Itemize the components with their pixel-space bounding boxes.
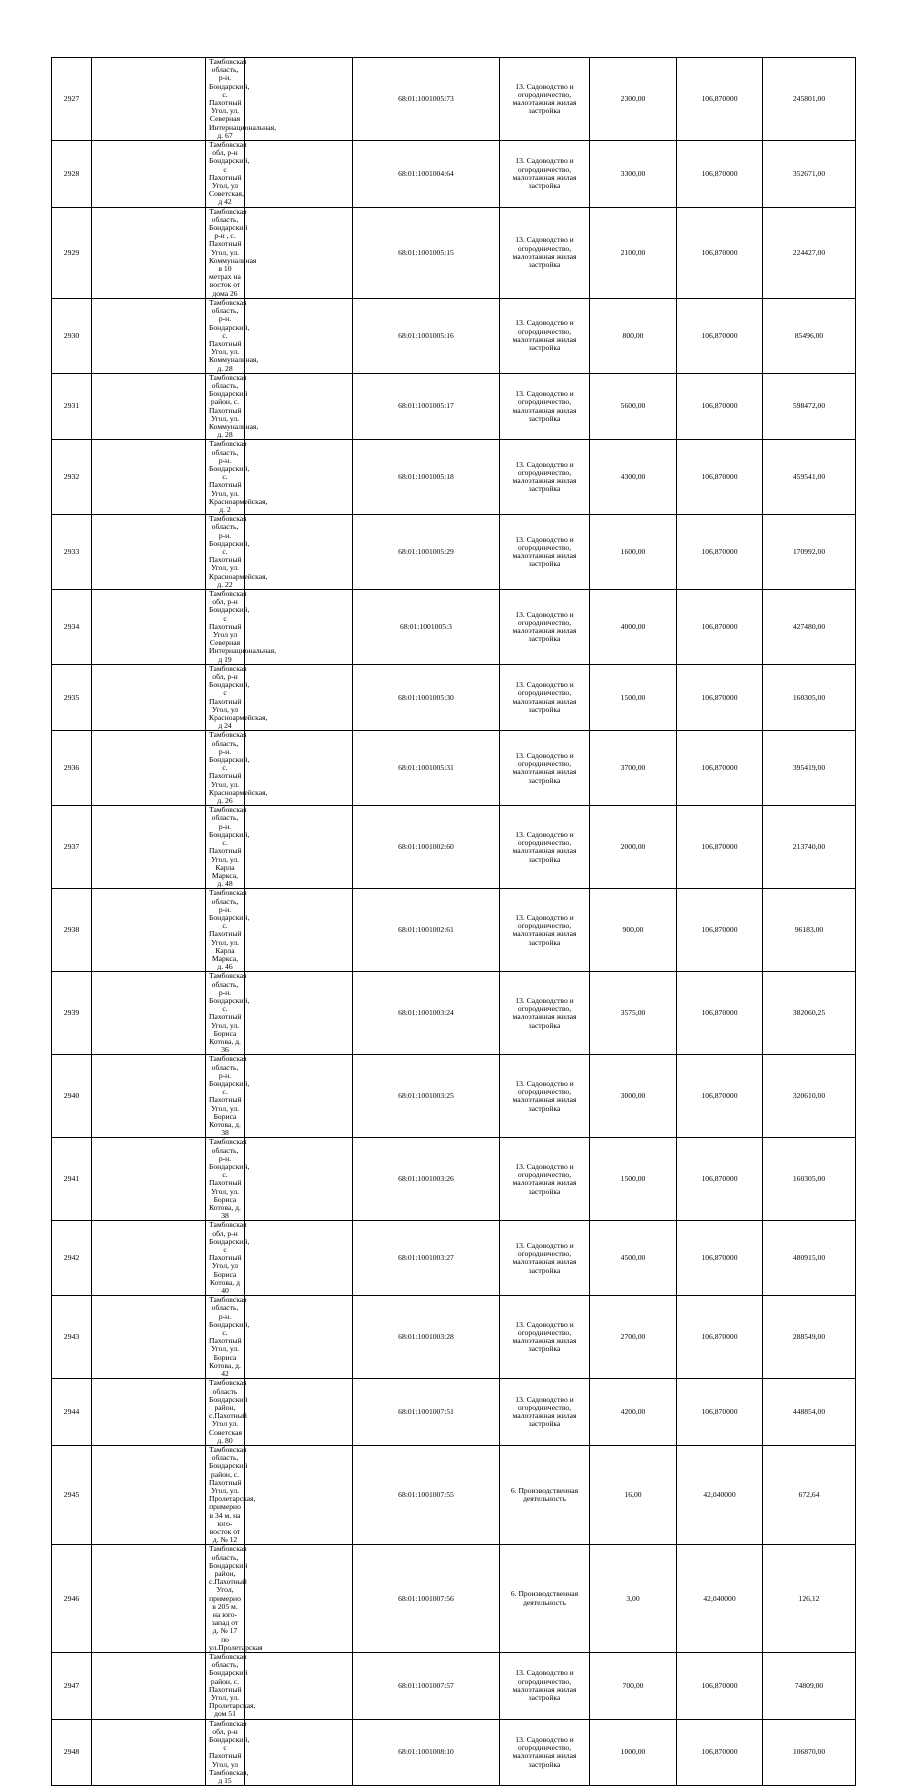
rate-cell: 106,870000 <box>677 664 763 731</box>
row-number: 2938 <box>52 889 92 972</box>
table-row <box>52 1296 856 1379</box>
address-cell: Тамбовская область, р-н. Бондарский, с. Пахотный Угол, ул. Красноармейская, д. 2 <box>206 440 245 515</box>
empty-cell <box>92 515 206 590</box>
address-cell: Тамбовская область, р-н. Бондарский, с. Пахотный Угол, ул. Карла Маркса, д. 46 <box>206 889 245 972</box>
area-cell: 4200,00 <box>590 1379 677 1446</box>
land-use-cell: 13. Садоводство и огородничество, малоэтажная жилая застройка <box>500 298 590 373</box>
address-cell: Тамбовская обл, р-н Бондарский, с Пахотный Угол, ул Бориса Котова, д 40 <box>206 1221 245 1296</box>
empty-cell <box>245 889 353 972</box>
row-number: 2935 <box>52 664 92 731</box>
area-cell: 4500,00 <box>590 1221 677 1296</box>
cadastral-value-cell: 480915,00 <box>763 1221 856 1296</box>
address-cell: Тамбовская обл, р-н Бондарский, с Пахотный Угол, ул Советская, д 42 <box>206 141 245 208</box>
cadastral-number-cell: 68:01:1001007:51 <box>353 1379 500 1446</box>
area-cell: 2100,00 <box>590 207 677 298</box>
cadastral-value-cell: 382060,25 <box>763 972 856 1055</box>
land-use-cell: 13. Садоводство и огородничество, малоэтажная жилая застройка <box>500 1379 590 1446</box>
table-row <box>52 1545 856 1653</box>
area-cell: 2000,00 <box>590 806 677 889</box>
empty-cell <box>92 298 206 373</box>
land-use-cell: 13. Садоводство и огородничество, малоэтажная жилая застройка <box>500 731 590 806</box>
address-cell: Тамбовская область, р-н. Бондарский, с. Пахотный Угол, ул. Карла Маркса, д. 48 <box>206 806 245 889</box>
rate-cell: 42,040000 <box>677 1445 763 1544</box>
address-cell: Тамбовская область, р-н. Бондарский, с. Пахотный Угол, ул. Бориса Котова, д. 38 <box>206 1138 245 1221</box>
land-use-cell: 13. Садоводство и огородничество, малоэтажная жилая застройка <box>500 1055 590 1138</box>
area-cell: 2300,00 <box>590 58 677 141</box>
cadastral-value-cell: 224427,00 <box>763 207 856 298</box>
cadastral-number-cell: 68:01:1001003:28 <box>353 1296 500 1379</box>
empty-cell <box>245 1296 353 1379</box>
empty-cell <box>92 1719 206 1786</box>
empty-cell <box>92 664 206 731</box>
empty-cell <box>92 731 206 806</box>
rate-cell: 106,870000 <box>677 1379 763 1446</box>
empty-cell <box>92 141 206 208</box>
rate-cell: 106,870000 <box>677 515 763 590</box>
address-cell: Тамбовская область, Бондарский район, с.Пахотный Угол, примерно в 205 м. на юго-запад от д. № 17 по ул.Пролетарская <box>206 1545 245 1653</box>
empty-cell <box>92 806 206 889</box>
cadastral-value-cell: 106870,00 <box>763 1719 856 1786</box>
address-cell: Тамбовская область, Бондарский район, с. Пахотный Угол, ул. Пролетарская, примерно в 34 м. на юго-восток от д. № 12 <box>206 1445 245 1544</box>
area-cell: 4000,00 <box>590 590 677 665</box>
cadastral-value-cell: 213740,00 <box>763 806 856 889</box>
area-cell: 3,00 <box>590 1545 677 1653</box>
area-cell: 900,00 <box>590 889 677 972</box>
row-number: 2931 <box>52 373 92 440</box>
empty-cell <box>245 1138 353 1221</box>
table-row <box>52 58 856 141</box>
table-row <box>52 440 856 515</box>
row-number: 2942 <box>52 1221 92 1296</box>
cadastral-value-cell: 320610,00 <box>763 1055 856 1138</box>
rate-cell: 106,870000 <box>677 1055 763 1138</box>
table-row <box>52 590 856 665</box>
rate-cell: 106,870000 <box>677 58 763 141</box>
land-use-cell: 13. Садоводство и огородничество, малоэтажная жилая застройка <box>500 515 590 590</box>
row-number: 2930 <box>52 298 92 373</box>
table-row <box>52 207 856 298</box>
land-use-cell: 13. Садоводство и огородничество, малоэтажная жилая застройка <box>500 58 590 141</box>
row-number: 2944 <box>52 1379 92 1446</box>
cadastral-number-cell: 68:01:1001007:57 <box>353 1653 500 1720</box>
rate-cell: 106,870000 <box>677 207 763 298</box>
cadastral-value-cell: 448854,00 <box>763 1379 856 1446</box>
area-cell: 4300,00 <box>590 440 677 515</box>
empty-cell <box>92 1445 206 1544</box>
table-row <box>52 1379 856 1446</box>
empty-cell <box>92 1055 206 1138</box>
cadastral-number-cell: 68:01:1001003:26 <box>353 1138 500 1221</box>
land-use-cell: 13. Садоводство и огородничество, малоэтажная жилая застройка <box>500 1719 590 1786</box>
land-use-cell: 13. Садоводство и огородничество, малоэтажная жилая застройка <box>500 972 590 1055</box>
cadastral-value-cell: 245801,00 <box>763 58 856 141</box>
empty-cell <box>245 972 353 1055</box>
row-number: 2928 <box>52 141 92 208</box>
cadastral-value-cell: 126,12 <box>763 1545 856 1653</box>
empty-cell <box>245 1055 353 1138</box>
row-number: 2940 <box>52 1055 92 1138</box>
empty-cell <box>92 1545 206 1653</box>
cadastral-value-table <box>51 57 856 1786</box>
empty-cell <box>245 373 353 440</box>
row-number: 2939 <box>52 972 92 1055</box>
cadastral-number-cell: 68:01:1001003:27 <box>353 1221 500 1296</box>
table-row <box>52 1055 856 1138</box>
cadastral-number-cell: 68:01:1001005:30 <box>353 664 500 731</box>
table-row <box>52 1221 856 1296</box>
empty-cell <box>245 1653 353 1720</box>
cadastral-value-cell: 672,64 <box>763 1445 856 1544</box>
rate-cell: 42,040000 <box>677 1545 763 1653</box>
empty-cell <box>92 207 206 298</box>
land-use-cell: 6. Производственная деятельность <box>500 1545 590 1653</box>
table-row <box>52 889 856 972</box>
land-use-cell: 13. Садоводство и огородничество, малоэтажная жилая застройка <box>500 440 590 515</box>
rate-cell: 106,870000 <box>677 1138 763 1221</box>
empty-cell <box>245 1719 353 1786</box>
land-use-cell: 13. Садоводство и огородничество, малоэтажная жилая застройка <box>500 1221 590 1296</box>
rate-cell: 106,870000 <box>677 1719 763 1786</box>
table-row <box>52 515 856 590</box>
land-use-cell: 13. Садоводство и огородничество, малоэтажная жилая застройка <box>500 1653 590 1720</box>
empty-cell <box>92 1138 206 1221</box>
area-cell: 2700,00 <box>590 1296 677 1379</box>
cadastral-number-cell: 68:01:1001002:60 <box>353 806 500 889</box>
cadastral-number-cell: 68:01:1001005:3 <box>353 590 500 665</box>
row-number: 2941 <box>52 1138 92 1221</box>
table-row <box>52 373 856 440</box>
row-number: 2933 <box>52 515 92 590</box>
area-cell: 1500,00 <box>590 664 677 731</box>
address-cell: Тамбовская область, р-н. Бондарский, с. Пахотный Угол, ул. Бориса Котова, д. 42 <box>206 1296 245 1379</box>
rate-cell: 106,870000 <box>677 889 763 972</box>
empty-cell <box>92 889 206 972</box>
empty-cell <box>92 58 206 141</box>
table-row <box>52 1138 856 1221</box>
rate-cell: 106,870000 <box>677 141 763 208</box>
address-cell: Тамбовская область, р-н. Бондарский, с. Пахотный Угол, ул. Бориса Котова, д. 38 <box>206 1055 245 1138</box>
table-row <box>52 1653 856 1720</box>
rate-cell: 106,870000 <box>677 972 763 1055</box>
empty-cell <box>245 1445 353 1544</box>
table-row <box>52 664 856 731</box>
rate-cell: 106,870000 <box>677 731 763 806</box>
empty-cell <box>245 298 353 373</box>
cadastral-value-cell: 74809,00 <box>763 1653 856 1720</box>
area-cell: 16,00 <box>590 1445 677 1544</box>
empty-cell <box>245 1221 353 1296</box>
empty-cell <box>92 373 206 440</box>
table-row <box>52 806 856 889</box>
address-cell: Тамбовская обл, р-н Бондарский, с Пахотный Угол ул Северная Интернациональная, д 19 <box>206 590 245 665</box>
land-use-cell: 13. Садоводство и огородничество, малоэтажная жилая застройка <box>500 806 590 889</box>
cadastral-number-cell: 68:01:1001005:29 <box>353 515 500 590</box>
rate-cell: 106,870000 <box>677 1221 763 1296</box>
row-number: 2947 <box>52 1653 92 1720</box>
cadastral-value-cell: 170992,00 <box>763 515 856 590</box>
empty-cell <box>92 590 206 665</box>
row-number: 2927 <box>52 58 92 141</box>
cadastral-value-cell: 85496,00 <box>763 298 856 373</box>
table-row <box>52 731 856 806</box>
row-number: 2943 <box>52 1296 92 1379</box>
land-use-cell: 13. Садоводство и огородничество, малоэтажная жилая застройка <box>500 664 590 731</box>
area-cell: 1500,00 <box>590 1138 677 1221</box>
cadastral-number-cell: 68:01:1001002:61 <box>353 889 500 972</box>
land-use-cell: 13. Садоводство и огородничество, малоэтажная жилая застройка <box>500 207 590 298</box>
table-row <box>52 972 856 1055</box>
address-cell: Тамбовская область, р-н. Бондарский, с. Пахотный Угол, ул. Коммунальная, д. 28 <box>206 298 245 373</box>
address-cell: Тамбовская область, р-н. Бондарский, с. Пахотный Угол, ул. Красноармейская, д. 26 <box>206 731 245 806</box>
cadastral-value-cell: 160305,00 <box>763 1138 856 1221</box>
row-number: 2945 <box>52 1445 92 1544</box>
cadastral-number-cell: 68:01:1001005:73 <box>353 58 500 141</box>
rate-cell: 106,870000 <box>677 373 763 440</box>
empty-cell <box>245 806 353 889</box>
area-cell: 700,00 <box>590 1653 677 1720</box>
land-use-cell: 13. Садоводство и огородничество, малоэтажная жилая застройка <box>500 373 590 440</box>
cadastral-number-cell: 68:01:1001007:55 <box>353 1445 500 1544</box>
cadastral-number-cell: 68:01:1001005:18 <box>353 440 500 515</box>
area-cell: 3575,00 <box>590 972 677 1055</box>
address-cell: Тамбовская обл, р-н Бондарский, с Пахотный Угол, ул Красноармейская, д 24 <box>206 664 245 731</box>
cadastral-number-cell: 68:01:1001008:10 <box>353 1719 500 1786</box>
empty-cell <box>92 1296 206 1379</box>
address-cell: Тамбовская область, р-н. Бондарский, с. Пахотный Угол, ул. Красноармейская, д. 22 <box>206 515 245 590</box>
address-cell: Тамбовская область, Бондарский район, с. Пахотный Угол, ул. Коммунальная, д. 28 <box>206 373 245 440</box>
area-cell: 800,00 <box>590 298 677 373</box>
table-row <box>52 1719 856 1786</box>
row-number: 2932 <box>52 440 92 515</box>
row-number: 2934 <box>52 590 92 665</box>
empty-cell <box>245 1545 353 1653</box>
cadastral-number-cell: 68:01:1001003:24 <box>353 972 500 1055</box>
table-row <box>52 298 856 373</box>
area-cell: 5600,00 <box>590 373 677 440</box>
area-cell: 1600,00 <box>590 515 677 590</box>
land-use-cell: 13. Садоводство и огородничество, малоэтажная жилая застройка <box>500 590 590 665</box>
address-cell: Тамбовская область Бондарский район, с.Пахотный Угол ул. Советская д. 80 <box>206 1379 245 1446</box>
rate-cell: 106,870000 <box>677 1296 763 1379</box>
cadastral-value-cell: 352671,00 <box>763 141 856 208</box>
rate-cell: 106,870000 <box>677 298 763 373</box>
row-number: 2946 <box>52 1545 92 1653</box>
area-cell: 3300,00 <box>590 141 677 208</box>
cadastral-value-cell: 459541,00 <box>763 440 856 515</box>
address-cell: Тамбовская область, р-н. Бондарский, с. Пахотный Угол, ул. Бориса Котова, д. 36 <box>206 972 245 1055</box>
address-cell: Тамбовская обл, р-н Бондарский, с Пахотный Угол, ул Тамбовская, д 15 <box>206 1719 245 1786</box>
rate-cell: 106,870000 <box>677 1653 763 1720</box>
empty-cell <box>245 141 353 208</box>
empty-cell <box>92 972 206 1055</box>
cadastral-value-cell: 96183,00 <box>763 889 856 972</box>
row-number: 2937 <box>52 806 92 889</box>
cadastral-number-cell: 68:01:1001005:31 <box>353 731 500 806</box>
cadastral-number-cell: 68:01:1001005:15 <box>353 207 500 298</box>
address-cell: Тамбовская область, р-н. Бондарский, с. Пахотный Угол, ул. Северная Интернациональная, д. 67 <box>206 58 245 141</box>
cadastral-value-cell: 427480,00 <box>763 590 856 665</box>
empty-cell <box>92 1379 206 1446</box>
land-use-cell: 13. Садоводство и огородничество, малоэтажная жилая застройка <box>500 141 590 208</box>
land-use-cell: 13. Садоводство и огородничество, малоэтажная жилая застройка <box>500 889 590 972</box>
table-row <box>52 141 856 208</box>
empty-cell <box>245 1379 353 1446</box>
land-use-cell: 13. Садоводство и огородничество, малоэтажная жилая застройка <box>500 1296 590 1379</box>
cadastral-number-cell: 68:01:1001005:16 <box>353 298 500 373</box>
empty-cell <box>92 440 206 515</box>
table-row <box>52 1445 856 1544</box>
row-number: 2929 <box>52 207 92 298</box>
empty-cell <box>92 1653 206 1720</box>
rate-cell: 106,870000 <box>677 590 763 665</box>
address-cell: Тамбовская область, Бондарский район, с. Пахотный Угол, ул. Пролетарская, дом 51 <box>206 1653 245 1720</box>
cadastral-value-cell: 288549,00 <box>763 1296 856 1379</box>
cadastral-number-cell: 68:01:1001004:64 <box>353 141 500 208</box>
rate-cell: 106,870000 <box>677 440 763 515</box>
row-number: 2948 <box>52 1719 92 1786</box>
rate-cell: 106,870000 <box>677 806 763 889</box>
cadastral-value-cell: 160305,00 <box>763 664 856 731</box>
cadastral-value-cell: 598472,00 <box>763 373 856 440</box>
address-cell: Тамбовская область, Бондарский р-н , с. Пахотный Угол, ул. Коммунальная в 10 метрах на восток от дома 26 <box>206 207 245 298</box>
land-use-cell: 13. Садоводство и огородничество, малоэтажная жилая застройка <box>500 1138 590 1221</box>
cadastral-value-cell: 395419,00 <box>763 731 856 806</box>
row-number: 2936 <box>52 731 92 806</box>
area-cell: 3000,00 <box>590 1055 677 1138</box>
area-cell: 1000,00 <box>590 1719 677 1786</box>
cadastral-number-cell: 68:01:1001003:25 <box>353 1055 500 1138</box>
land-use-cell: 6. Производственная деятельность <box>500 1445 590 1544</box>
empty-cell <box>92 1221 206 1296</box>
table-body <box>52 58 856 1786</box>
empty-cell <box>245 207 353 298</box>
cadastral-number-cell: 68:01:1001007:56 <box>353 1545 500 1653</box>
cadastral-number-cell: 68:01:1001005:17 <box>353 373 500 440</box>
area-cell: 3700,00 <box>590 731 677 806</box>
